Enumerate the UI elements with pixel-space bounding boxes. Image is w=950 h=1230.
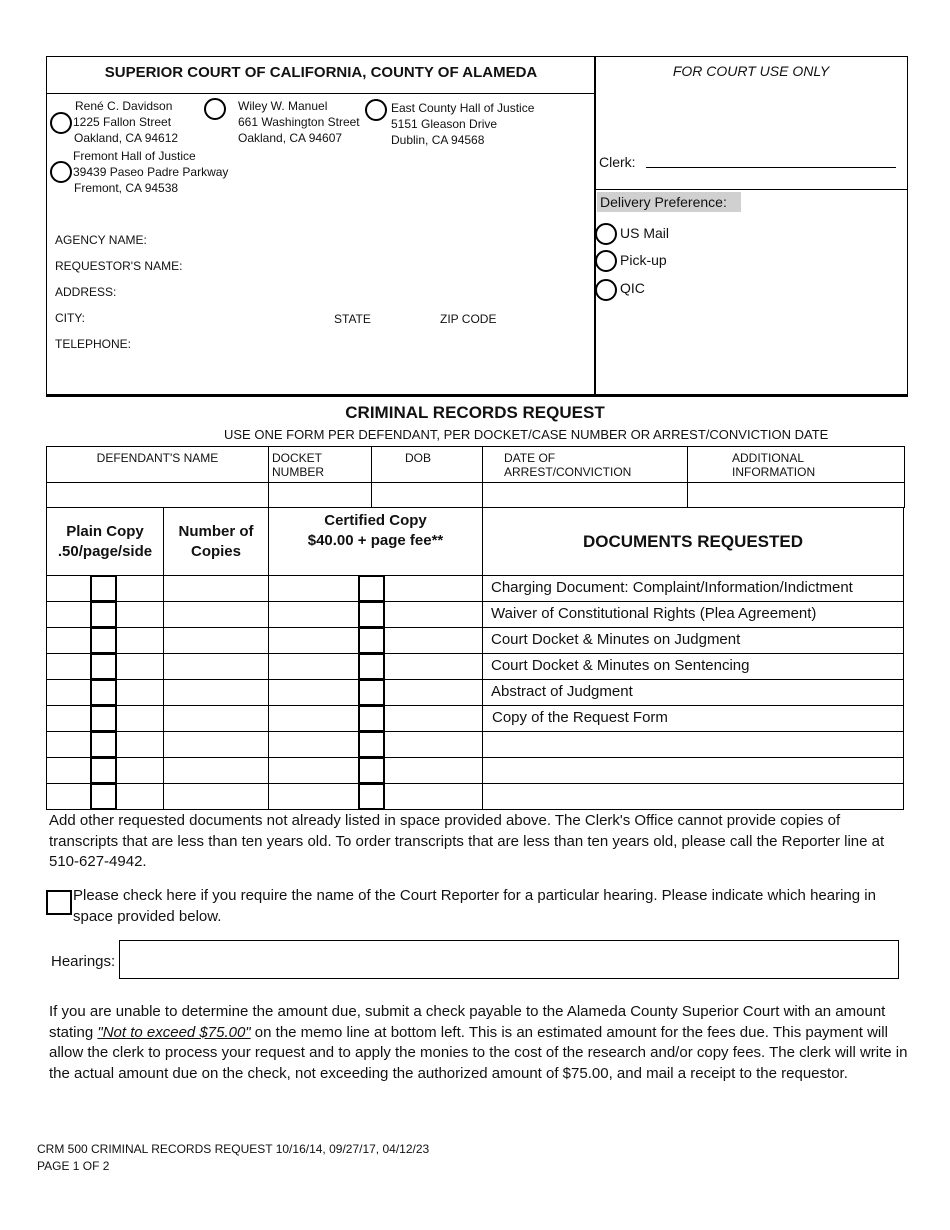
other-documents-note: Add other requested documents not already listed in space provided above. The Clerk's Office cannot provide copies of transcripts that are less than ten years old. To order transcripts that are less than ten years old, please call the Reporter line at 510-627-4942. (49, 812, 885, 870)
location-manuel: Wiley W. Manuel 661 Washington Street Oakland, CA 94607 (238, 99, 360, 145)
document-requested-label: Charging Document: Complaint/Information/Indictment (491, 579, 853, 596)
location-davidson: René C. Davidson 1225 Fallon Street Oakland, CA 94612 (73, 99, 179, 145)
certified-copy-checkbox[interactable] (358, 575, 385, 602)
copies-cell (163, 705, 269, 732)
form-title: CRIMINAL RECORDS REQUEST (345, 403, 605, 422)
location-radio-davidson[interactable] (50, 112, 72, 134)
qic-radio[interactable] (595, 279, 617, 301)
city-label: CITY: (55, 311, 86, 325)
certified-copy-checkbox[interactable] (358, 627, 385, 654)
plain-copy-header: Plain Copy .50/page/side (46, 507, 164, 576)
form-id: CRM 500 CRIMINAL RECORDS REQUEST 10/16/14, 09/27/17, 04/12/23 (37, 1142, 430, 1156)
number-of-copies-header: Number of Copies (163, 507, 269, 576)
court-reporter-checkbox[interactable] (46, 890, 72, 915)
location-radio-east-county[interactable] (365, 99, 387, 121)
hearings-label: Hearings: (51, 953, 116, 970)
court-title: SUPERIOR COURT OF CALIFORNIA, COUNTY OF ALAMEDA (104, 64, 538, 81)
additional-info-header: ADDITIONAL INFORMATION (687, 446, 905, 483)
plain-copy-checkbox[interactable] (90, 705, 117, 732)
location-radio-fremont[interactable] (50, 161, 72, 183)
court-reporter-note: Please check here if you require the name of the Court Reporter for a particular hearing. Please indicate which hearing in space provided below. (73, 887, 876, 925)
document-requested-label: Court Docket & Minutes on Judgment (491, 631, 741, 648)
address-label: ADDRESS: (55, 285, 117, 299)
certified-copy-header: Certified Copy $40.00 + page fee** (268, 507, 483, 576)
certified-copy-checkbox[interactable] (358, 757, 385, 784)
us-mail-radio[interactable] (595, 223, 617, 245)
court-title-divider (46, 93, 596, 94)
docket-number-field[interactable] (268, 482, 372, 508)
certified-copy-checkbox[interactable] (358, 679, 385, 706)
clerk-signature-line[interactable] (646, 167, 896, 168)
requestor-name-label: REQUESTOR'S NAME: (55, 259, 183, 273)
plain-copy-checkbox[interactable] (90, 601, 117, 628)
document-requested-label: Waiver of Constitutional Rights (Plea Agreement) (491, 605, 817, 622)
plain-copy-checkbox[interactable] (90, 757, 117, 784)
location-radio-manuel[interactable] (204, 98, 226, 120)
location-fremont: Fremont Hall of Justice 39439 Paseo Padre Parkway Fremont, CA 94538 (73, 149, 229, 195)
certified-copy-checkbox[interactable] (358, 783, 385, 810)
plain-copy-checkbox[interactable] (90, 731, 117, 758)
pick-up-radio[interactable] (595, 250, 617, 272)
pick-up-label: Pick-up (620, 252, 667, 268)
document-requested-label: Abstract of Judgment (491, 683, 633, 700)
copies-cell (163, 783, 269, 810)
payment-note-pre: If you are unable to determine the amount due, submit a check payable to the Alameda County Superior Court with an amount stating (49, 1003, 886, 1041)
copies-cell (163, 757, 269, 784)
copies-cell (163, 679, 269, 706)
dob-header: DOB (371, 446, 483, 483)
delivery-label: Delivery Preference: (597, 192, 741, 212)
certified-copy-checkbox[interactable] (358, 705, 385, 732)
plain-copy-checkbox[interactable] (90, 627, 117, 654)
additional-info-field[interactable] (687, 482, 905, 508)
copies-cell (163, 731, 269, 758)
certified-copy-checkbox[interactable] (358, 601, 385, 628)
date-of-arrest-field[interactable] (482, 482, 688, 508)
clerk-label: Clerk: (599, 154, 636, 170)
copies-cell (163, 575, 269, 602)
document-requested-label: Copy of the Request Form (492, 709, 668, 726)
court-use-label: FOR COURT USE ONLY (672, 63, 830, 79)
certified-copy-checkbox[interactable] (358, 653, 385, 680)
form-subtitle: USE ONE FORM PER DEFENDANT, PER DOCKET/CASE NUMBER OR ARREST/CONVICTION DATE (224, 427, 829, 442)
payment-note (49, 1002, 911, 1084)
not-to-exceed-amount: "Not to exceed $75.00" (97, 1023, 251, 1041)
plain-copy-checkbox[interactable] (90, 575, 117, 602)
docket-number-header: DOCKET NUMBER (268, 446, 372, 483)
hearings-input[interactable] (119, 940, 899, 979)
copies-cell (163, 601, 269, 628)
document-cell (482, 757, 904, 784)
certified-copy-checkbox[interactable] (358, 731, 385, 758)
qic-label: QIC (620, 280, 645, 296)
document-requested-label: Court Docket & Minutes on Sentencing (491, 657, 750, 674)
documents-requested-header: DOCUMENTS REQUESTED (482, 507, 904, 576)
plain-copy-checkbox[interactable] (90, 783, 117, 810)
payment-note-post: on the memo line at bottom left. This is an estimated amount for the fees due. This payment will allow the clerk to process your request and to apply the monies to the cost of the research and/or copy fees. The clerk will write in the actual amount due on the check, not exceeding the authorized amount of $75.00, and mail a receipt to the requestor. (49, 1023, 908, 1082)
copies-cell (163, 627, 269, 654)
document-cell (482, 731, 904, 758)
zip-code-label: ZIP CODE (440, 312, 497, 326)
top-section-bottom-rule (46, 394, 908, 397)
agency-name-label: AGENCY NAME: (55, 233, 147, 247)
location-east-county: East County Hall of Justice 5151 Gleason Drive Dublin, CA 94568 (391, 101, 535, 147)
page-number: PAGE 1 OF 2 (37, 1159, 110, 1173)
defendant-name-field[interactable] (46, 482, 269, 508)
date-of-arrest-header: DATE OF ARREST/CONVICTION (482, 446, 688, 483)
us-mail-label: US Mail (620, 225, 670, 241)
plain-copy-checkbox[interactable] (90, 653, 117, 680)
telephone-label: TELEPHONE: (55, 337, 132, 351)
plain-copy-checkbox[interactable] (90, 679, 117, 706)
defendant-name-header: DEFENDANT'S NAME (46, 446, 269, 483)
dob-field[interactable] (371, 482, 483, 508)
copies-cell (163, 653, 269, 680)
document-cell (482, 783, 904, 810)
state-label: STATE (334, 312, 371, 326)
